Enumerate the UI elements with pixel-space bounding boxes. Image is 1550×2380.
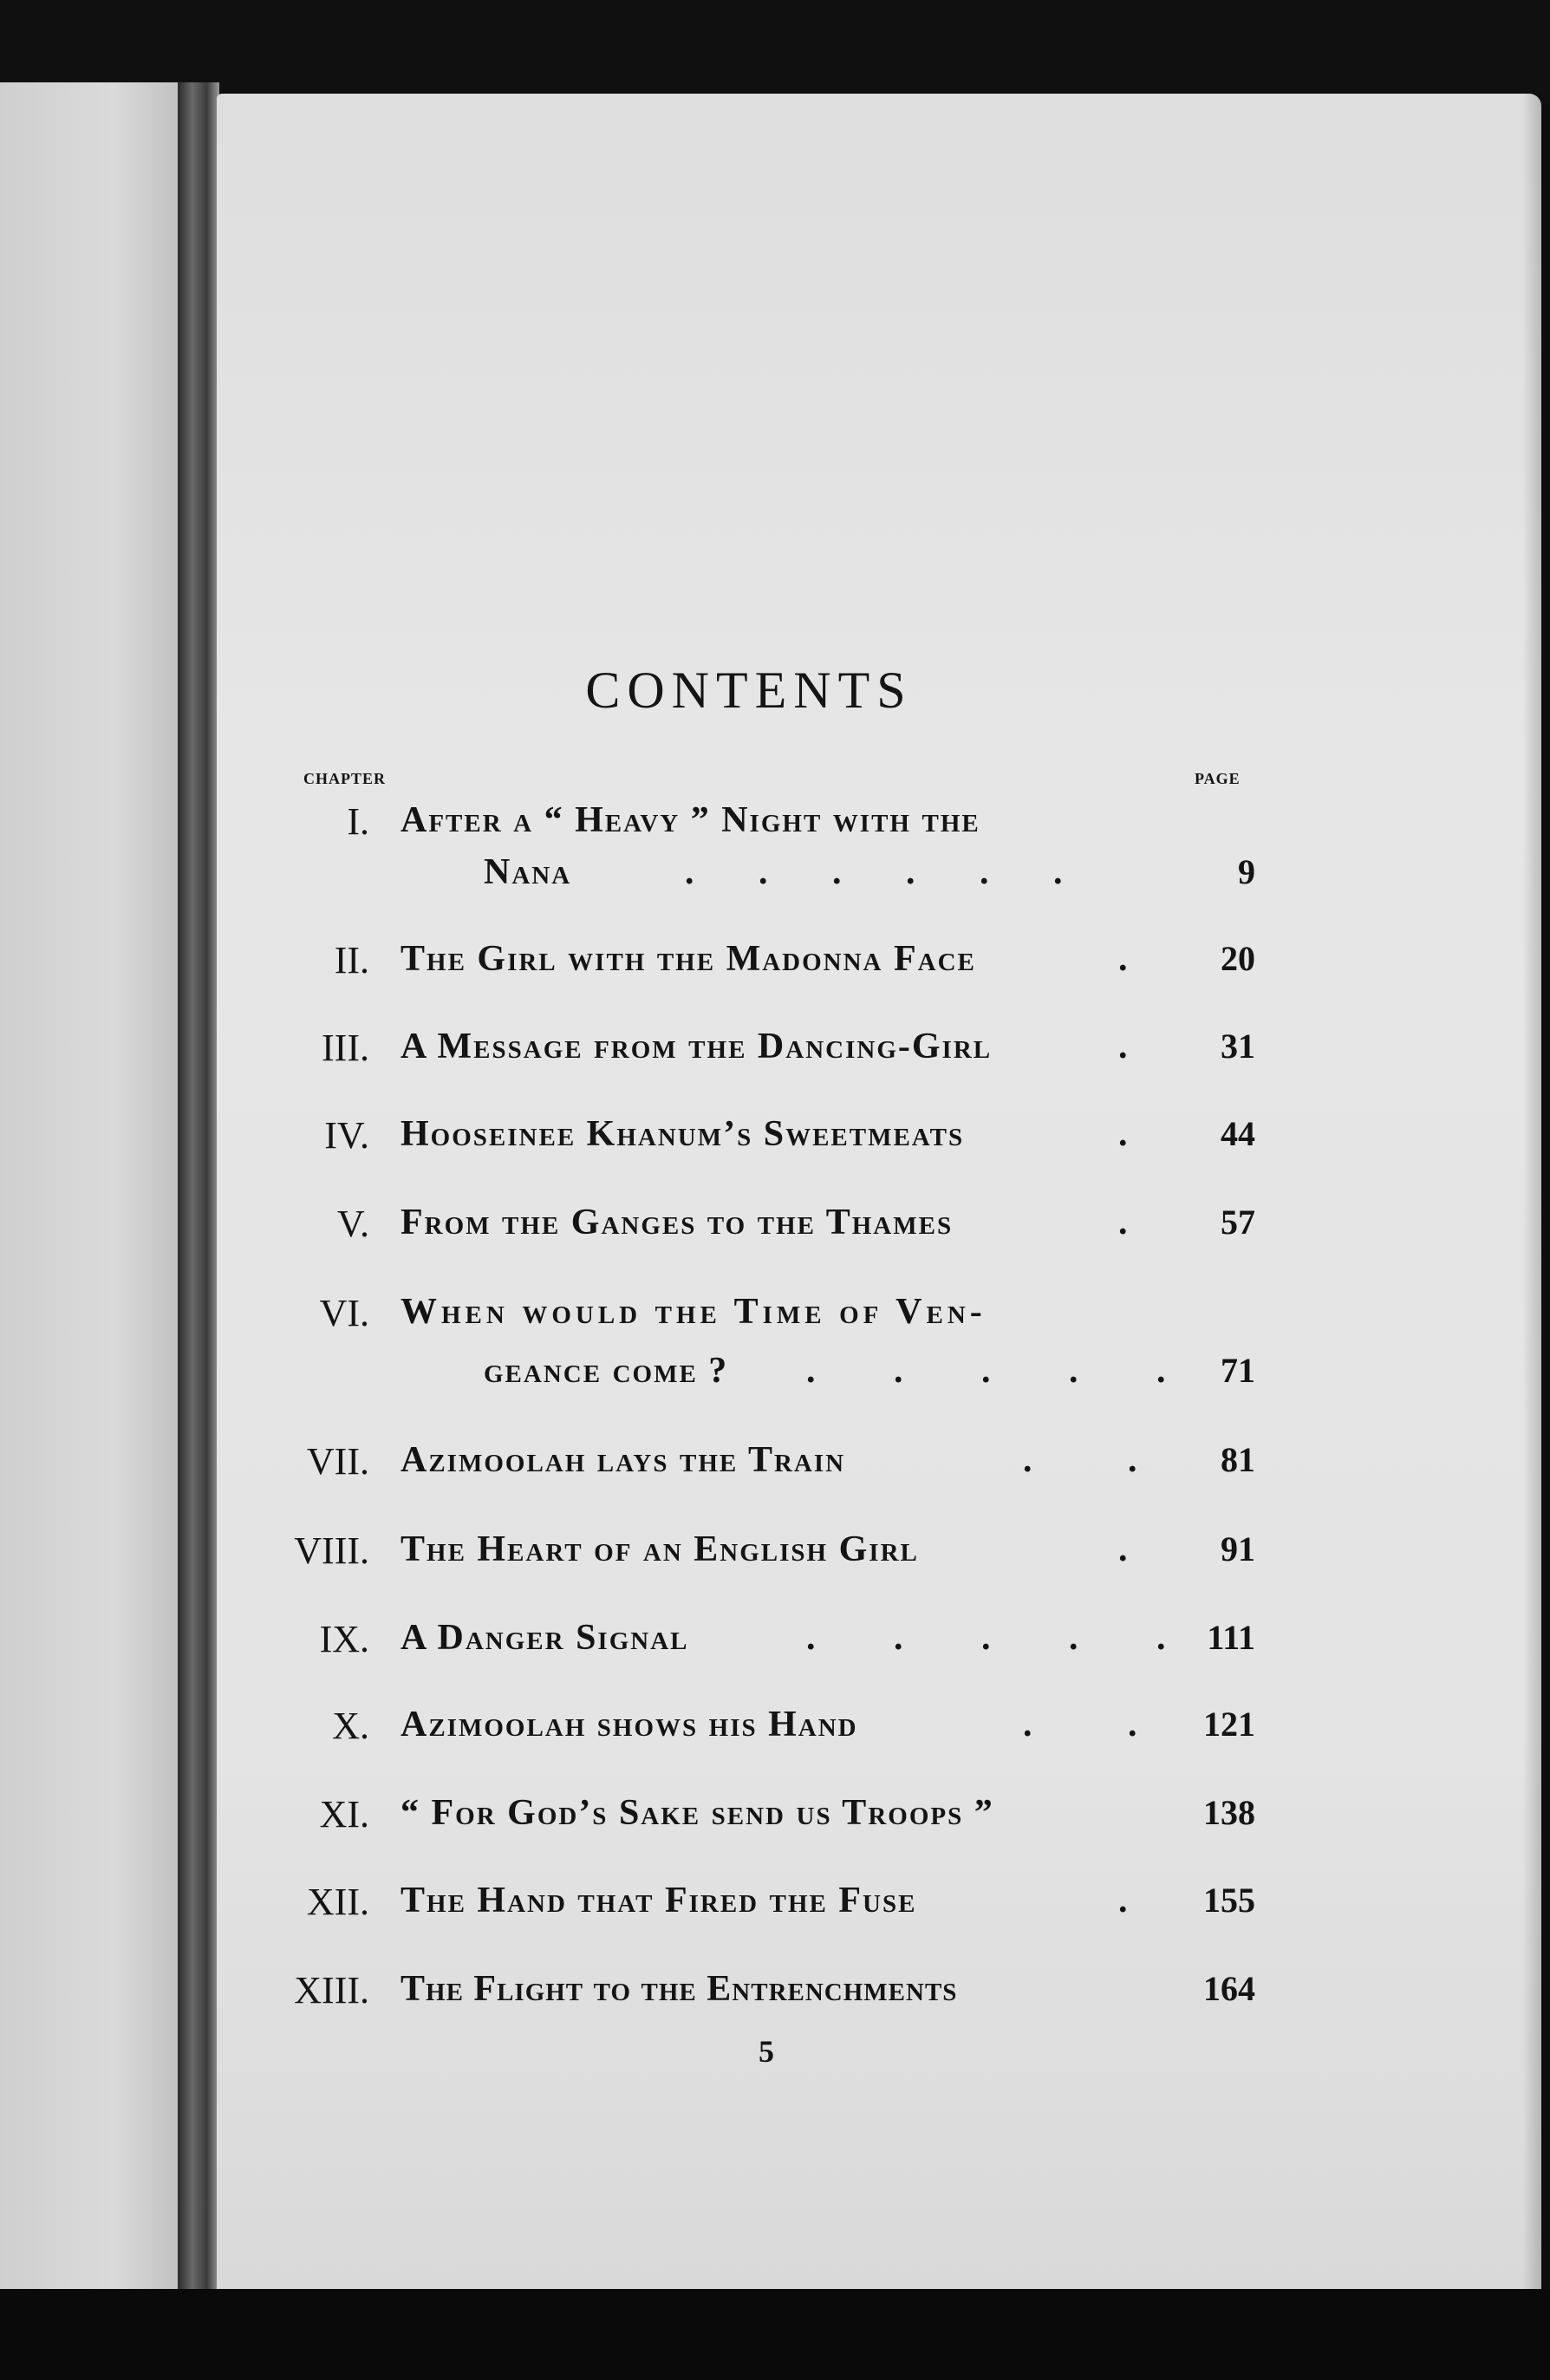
chapter-number: XIII. [294, 1969, 369, 2012]
chapter-number: XI. [319, 1793, 369, 1836]
chapter-column-label: CHAPTER [303, 770, 387, 787]
chapter-number: I. [347, 800, 369, 843]
facing-page [0, 82, 189, 2289]
toc-entry-6[interactable] [0, 1291, 1550, 1343]
page-edge-shadow [1522, 94, 1541, 2289]
chapter-number: VII. [306, 1440, 369, 1483]
chapter-title: From the Ganges to the Thames [401, 1203, 954, 1242]
chapter-number: VI. [319, 1292, 369, 1334]
contents-heading: CONTENTS [585, 662, 913, 719]
toc-entry-4[interactable] [0, 1113, 1550, 1165]
page-number: 164 [1203, 1969, 1255, 2008]
book-page [217, 94, 1541, 2289]
chapter-title: A Danger Signal [401, 1618, 689, 1658]
leader-dots: . [1118, 1529, 1128, 1569]
leader-dots: . [1118, 939, 1128, 979]
page-number: 155 [1203, 1881, 1255, 1920]
leader-dots: . . [1023, 1705, 1181, 1744]
toc-entry-6-cont[interactable] [0, 1350, 1550, 1402]
chapter-title: The Heart of an English Girl [401, 1529, 919, 1569]
toc-entry-13[interactable] [0, 1968, 1550, 2020]
chapter-number: II. [334, 939, 369, 981]
page-number: 44 [1221, 1114, 1255, 1153]
chapter-title: Azimoolah shows his Hand [401, 1705, 858, 1744]
chapter-title: The Flight to the Entrenchments [401, 1969, 958, 2009]
leader-dots: . . [1023, 1440, 1181, 1480]
page-number: 121 [1203, 1705, 1255, 1744]
page-number: 71 [1221, 1351, 1255, 1390]
toc-entry-2[interactable] [0, 938, 1550, 990]
page-number: 81 [1221, 1440, 1255, 1479]
toc-entry-8[interactable] [0, 1529, 1550, 1581]
chapter-number: IV. [324, 1114, 369, 1157]
scan-top-border [0, 0, 1550, 104]
chapter-number: IX. [319, 1618, 369, 1660]
leader-dots: . [1118, 1114, 1128, 1154]
leader-dots: . . . . . . [685, 852, 1091, 892]
toc-entry-11[interactable] [0, 1792, 1550, 1844]
page-number: 9 [1238, 852, 1255, 891]
toc-entry-5[interactable] [0, 1202, 1550, 1254]
leader-dots: . [1118, 1203, 1128, 1242]
page-column-label: PAGE [1195, 770, 1241, 787]
leader-dots: . [1118, 1881, 1128, 1920]
page-number: 91 [1221, 1529, 1255, 1568]
leader-dots: . [1118, 1027, 1128, 1066]
toc-entry-7[interactable] [0, 1439, 1550, 1491]
chapter-title-continued: Nana [484, 852, 572, 892]
leader-dots: . . . . . [806, 1351, 1201, 1391]
chapter-title: Azimoolah lays the Train [401, 1440, 846, 1480]
page-number: 138 [1203, 1793, 1255, 1832]
chapter-number: VIII. [294, 1529, 369, 1572]
toc-entry-9[interactable] [0, 1617, 1550, 1669]
chapter-number: V. [336, 1203, 369, 1245]
chapter-number: III. [322, 1027, 369, 1069]
chapter-number: X. [332, 1705, 369, 1747]
toc-entry-10[interactable] [0, 1704, 1550, 1756]
page-number: 57 [1221, 1203, 1255, 1242]
page-number: 20 [1221, 939, 1255, 978]
toc-entry-3[interactable] [0, 1026, 1550, 1078]
toc-entry-12[interactable] [0, 1880, 1550, 1932]
scan-bottom-border [0, 2289, 1550, 2380]
chapter-title: “ For God’s Sake send us Troops ” [401, 1793, 994, 1833]
chapter-title-continued: geance come ? [484, 1351, 729, 1391]
chapter-number: XII. [306, 1881, 369, 1923]
page-number: 31 [1221, 1027, 1255, 1066]
toc-entry-1[interactable] [0, 799, 1550, 851]
page-number: 111 [1207, 1618, 1255, 1657]
book-gutter [178, 82, 219, 2289]
toc-entry-1-cont[interactable] [0, 851, 1550, 903]
leader-dots: . . . . . [806, 1618, 1201, 1658]
chapter-title: Hooseinee Khanum’s Sweetmeats [401, 1114, 965, 1154]
chapter-title: After a “ Heavy ” Night with the [401, 800, 980, 840]
chapter-title: The Girl with the Madonna Face [401, 939, 976, 979]
chapter-title: The Hand that Fired the Fuse [401, 1881, 917, 1920]
page-folio-number: 5 [759, 2034, 774, 2069]
chapter-title: A Message from the Dancing-Girl [401, 1027, 993, 1066]
chapter-title: When would the Time of Ven- [401, 1292, 987, 1332]
